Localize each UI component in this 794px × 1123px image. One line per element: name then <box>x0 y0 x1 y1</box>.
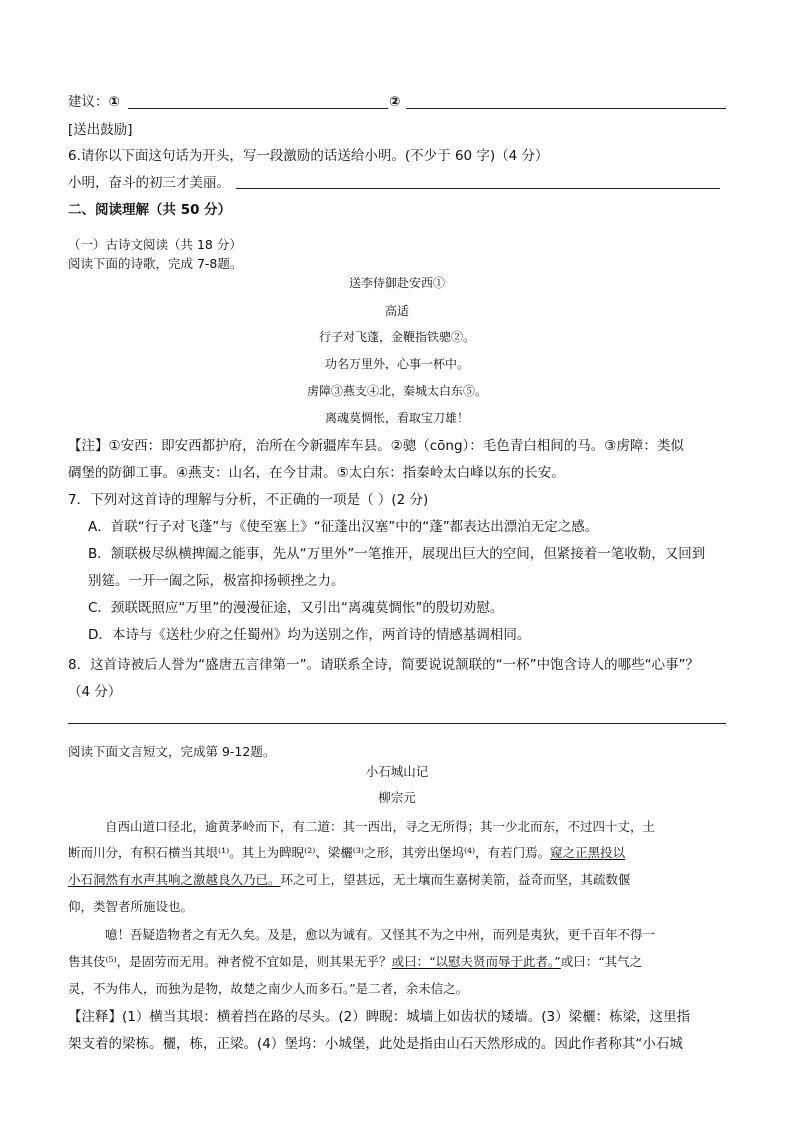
q8-answer-line[interactable] <box>68 723 726 724</box>
q7-option-c[interactable]: C．颈联既照应“万里”的漫漫征途，又引出“离魂莫惆怅”的殷切劝慰。 <box>88 600 504 616</box>
prose-p1-line2: 断而川分，有积石横当其垠⁽¹⁾。其上为睥睨⁽²⁾、梁欐⁽³⁾之形，其旁出堡坞⁽⁴⁾，有若门焉。窥之正黑投以 <box>68 845 626 860</box>
section-encourage: [送出鼓励] <box>68 122 133 138</box>
answer-line-2[interactable] <box>406 108 726 109</box>
prose-p2-line2: 售其伎⁽⁵⁾，是固劳而无用。神者傥不宜如是，则其果无乎？或曰：“以慰夫贤而辱于此者。”或曰：“其气之 <box>68 954 643 969</box>
prose-underline-1b: 小石洞然有水声其响之激越良久乃已。 <box>68 872 281 887</box>
q8-question: 8．这首诗被后人誉为“盛唐五言律第一”。请联系全诗，简要说说颔联的“一杯”中饱含诗人的哪些“心事”？ <box>68 657 700 673</box>
q7-option-a[interactable]: A．首联“行子对飞蓬”与《使至塞上》“征蓬出汉塞”中的“蓬”都表达出漂泊无定之感。 <box>88 519 599 535</box>
q7-option-d[interactable]: D．本诗与《送杜少府之任蜀州》均为送别之作，两首诗的情感基调相同。 <box>88 627 531 643</box>
prose-author: 柳宗元 <box>378 790 416 805</box>
answer-line-1[interactable] <box>128 108 388 109</box>
prose-p1-line4: 仰，类智者所施设也。 <box>68 899 194 914</box>
poem-title: 送李侍御赴安西① <box>348 276 445 290</box>
prose-p2-line3: 灵，不为伟人，而独为是物，故楚之南少人而多石。”是二者，余未信之。 <box>68 981 469 996</box>
q6-question: 6.请你以下面这句话为开头，写一段激励的话送给小明。(不少于 60 字)（4 分） <box>68 148 549 164</box>
prose-intro: 阅读下面文言短文，完成第 9-12题。 <box>68 744 276 759</box>
q7-stem: 7．下列对这首诗的理解与分析，不正确的一项是（ ）(2 分) <box>68 492 429 508</box>
poem-intro: 阅读下面的诗歌，完成 7-8题。 <box>68 256 243 271</box>
poem-line-4: 离魂莫惆怅，看取宝刀雄！ <box>324 411 469 425</box>
prose-p1-line3: 小石洞然有水声其响之激越良久乃已。环之可上，望甚远，无土壤而生嘉树美箭，益奇而坚，其疏数偃 <box>68 872 631 887</box>
q8-score: （4 分） <box>68 684 122 700</box>
prose-title: 小石城山记 <box>365 764 429 779</box>
q5-suggestion-label: 建议：① <box>68 94 120 110</box>
prose-p1-line1: 自西山道口径北，逾黄茅岭而下，有二道：其一西出，寻之无所得；其一少北而东，不过四十丈，土 <box>105 819 656 834</box>
q7-option-b-cont: 别筵。一开一阖之际，极富抑扬顿挫之力。 <box>88 573 345 589</box>
prose-underline-1a: 窥之正黑投以 <box>550 845 626 860</box>
poem-line-3: 虏障③燕支④北，秦城太白东⑤。 <box>306 384 487 398</box>
poem-author: 高适 <box>384 304 409 318</box>
prose-note-1: 【注释】(1）横当其垠：横着挡在路的尽头。(2）睥睨：城墙上如齿状的矮墙。(3）梁欐：栋梁，这里指 <box>68 1009 691 1025</box>
poem-note-2: 碉堡的防御工事。④燕支：山名，在今甘肃。⑤太白东：指秦岭太白峰以东的长安。 <box>68 465 565 481</box>
q7-option-b[interactable]: B．颔联极尽纵横捭阖之能事，先从“万里外”一笔推开，展现出巨大的空间，但紧接着一笔收勒，又回到 <box>88 546 706 562</box>
poem-note-1: 【注】①安西：即安西都护府，治所在今新疆库车县。②骢（cōng）：毛色青白相间的马。③虏障：类似 <box>68 438 684 454</box>
prose-underline-2: 或曰：“以慰夫贤而辱于此者。” <box>391 954 561 969</box>
prose-note-2: 架支着的梁栋。欐，栋，正梁。(4）堡坞：小城堡，此处是指由山石天然形成的。因此作者称其“小石城 <box>68 1036 683 1052</box>
poem-line-1: 行子对飞蓬，金鞭指铁骢②。 <box>318 330 475 344</box>
prose-p2-line1: 噫！吾疑造物者之有无久矣。及是，愈以为诚有。又怪其不为之中州，而列是夷狄，更千百年不得一 <box>105 927 656 942</box>
part2-sub1: （一）古诗文阅读（共 18 分） <box>68 237 242 252</box>
q6-answer-line[interactable] <box>236 188 720 189</box>
poem-line-2: 功名万里外，心事一杯中。 <box>324 357 469 371</box>
q5-mark-2: ② <box>389 94 401 110</box>
q6-prompt: 小明，奋斗的初三才美丽。 <box>68 175 230 191</box>
part2-title: 二、阅读理解（共 50 分） <box>68 202 232 218</box>
